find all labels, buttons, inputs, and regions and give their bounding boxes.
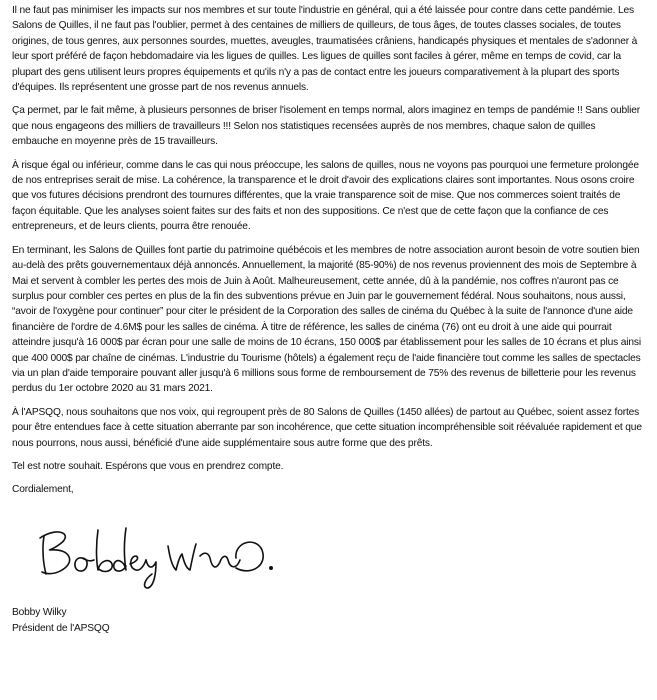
- paragraph-coherence: À risque égal ou inférieur, comme dans le cas qui nous préoccupe, les salons de quilles, nous ne voyons pas pourquoi une fermeture prolongée de nos entreprises serait de mise. La cohérence, la transparence et le droit d'avoir des explications claires sont importantes. Nous osons croire que vos futures décisions prendront des tournures différentes, que la vraie transparence soit de mise. Que nos commerces soient traités de façon équitable. Que les analyses soient faites sur des faits et non des suppositions. Ce n'est que de cette façon que la confiance de ces entrepreneurs, et de leurs clients, pourra être renouée.: [12, 159, 639, 233]
- paragraph-final-wish: Tel est notre souhait. Espérons que vous en prendrez compte.: [12, 460, 284, 472]
- paragraph-conclusion: En terminant, les Salons de Quilles font partie du patrimoine québécois et les membres de notre association auront besoin de votre soutien bien au-delà des prêts gouvernementaux déjà annoncés. Annuellement, la majorité (85-90%) de nos revenus proviennent des mois de Septembre à Mai et servent à combler les pertes des mois de Juin à Août. Malheureusement, cette année, dû à la pandémie, nos coffres n'auront pas ce surplus pour combler ces pertes en plus de la fin des subventions prévue en Juin par le gouvernement fédéral. Nous souhaitons, nous aussi, “avoir de l'oxygène pour continuer” pour citer le président de la Corporation des salles de cinéma du Québec à la suite de l'annonce d'une aide financière de l'ordre de 4.6M$ pour les salles de cinéma. À titre de référence, les salles de cinéma (76) ont eu droit à une aide qui pourrait atteindre jusqu'à 16 000$ par écran pour une salle de moins de 10 écrans, 150 000$ par établissement pour les salles de 10 écrans et plus ainsi que 400 000$ par chaîne de cinémas. L'industrie du Tourisme (hôtels) a également reçu de l'aide financière tout comme les salles de spectacles via un plan d'aide temporaire pouvant aller jusqu'à 6 millions sous forme de remboursement de 75% des revenus de billetterie pour les revenus perdus du 1er octobre 2020 au 31 mars 2021.: [12, 244, 641, 395]
- paragraph-apsqq-wish: À l'APSQQ, nous souhaitons que nos voix, qui regroupent près de 80 Salons de Quilles (1450 allées) de partout au Québec, soient assez fortes pour être entendues face à cette situation aberrante par son incohérence, que cette situation incompréhensible soit réévaluée rapidement et que nous pourrons, nous aussi, bénéficié d'une aide supplémentaire sous autre forme que des prêts.: [12, 406, 642, 449]
- closing-salutation: Cordialement,: [12, 484, 74, 496]
- paragraph-impacts: Il ne faut pas minimiser les impacts sur nos membres et sur toute l'industrie en général, qui a été laissée pour contre dans cette pandémie. Les Salons de Quilles, il ne faut pas l'oublier, permet à des centaines de milliers de quilleurs, de tous âges, de toutes classes sociales, de toutes origines, de tous genres, aux personnes sourdes, muettes, aveugles, traumatisées crâniens, handicapés physiques et mentales de s'adonner à leur sport préféré de façon hebdomadaire via les ligues de quilles. Les ligues de quilles sont faciles à gérer, même en temps de covid, car la plupart des gens utilisent leurs propres équipements et qu'ils n'y a pas de contact entre les joueurs comparativement à la plupart des sports d'équipes. Ils représentent une grosse part de nos revenus annuels.: [12, 5, 638, 94]
- handwritten-signature: [30, 508, 280, 592]
- signer-name: Bobby Wilky: [12, 607, 67, 619]
- paragraph-isolation: Ça permet, par le fait même, à plusieurs personnes de briser l'isolement en temps normal, alors imaginez en temps de pandémie !! Sans oublier que nous engageons des milliers de travailleurs !!! Selon nos statistiques recensées auprès de nos membres, chaque salon de quilles embauche en moyenne près de 15 travailleurs.: [12, 105, 641, 148]
- signer-title: Président de l'APSQQ: [12, 622, 110, 634]
